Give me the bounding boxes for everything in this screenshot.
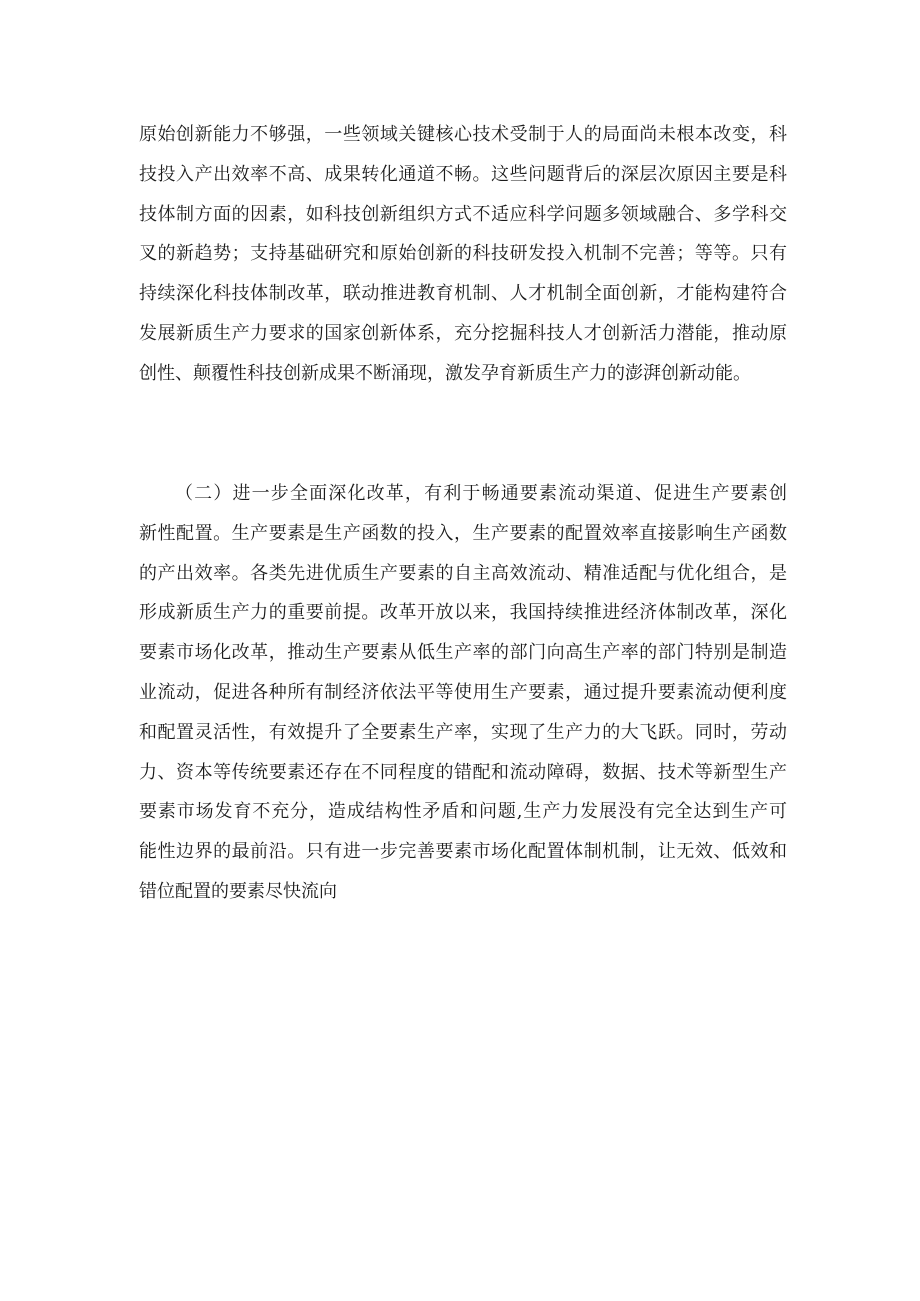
paragraph-1-line: 叉的新趋势；支持基础研究和原始创新的科技研发投入机制不完善；等等。只有: [139, 243, 787, 265]
paragraph-2-line: 的产出效率。各类先进优质生产要素的自主高效流动、精准适配与优化组合，是: [139, 562, 787, 584]
paragraph-2-line: 力、资本等传统要素还存在不同程度的错配和流动障碍，数据、技术等新型生产: [139, 761, 787, 783]
paragraph-2-line: 新性配置。生产要素是生产函数的投入，生产要素的配置效率直接影响生产函数: [139, 522, 787, 544]
paragraph-2-line: 错位配置的要素尽快流向: [139, 880, 337, 902]
paragraph-1-line: 技投入产出效率不高、成果转化通道不畅。这些问题背后的深层次原因主要是科: [139, 163, 787, 185]
paragraph-2-line: 要素市场发育不充分，造成结构性矛盾和问题,生产力发展没有完全达到生产可: [139, 801, 787, 823]
paragraph-2-line: 要素市场化改革，推动生产要素从低生产率的部门向高生产率的部门特别是制造: [139, 642, 787, 664]
paragraph-1: [139, 115, 787, 394]
paragraph-2-line: 和配置灵活性，有效提升了全要素生产率，实现了生产力的大飞跃。同时，劳动: [139, 721, 787, 743]
paragraph-2-line: （二）进一步全面深化改革，有利于畅通要素流动渠道、促进生产要素创: [175, 483, 787, 504]
paragraph-1-line: 技体制方面的因素，如科技创新组织方式不适应科学问题多领域融合、多学科交: [139, 203, 787, 225]
paragraph-2-line: 业流动，促进各种所有制经济依法平等使用生产要素，通过提升要素流动便利度: [139, 681, 787, 703]
paragraph-1-line: 原始创新能力不够强，一些领域关键核心技术受制于人的局面尚未根本改变，科: [139, 124, 787, 145]
paragraph-2-line: 形成新质生产力的重要前提。改革开放以来，我国持续推进经济体制改革，深化: [139, 602, 787, 624]
paragraph-1-line: 创性、颠覆性科技创新成果不断涌现，激发孕育新质生产力的澎湃创新动能。: [139, 362, 751, 384]
paragraph-1-line: 持续深化科技体制改革，联动推进教育机制、人才机制全面创新，才能构建符合: [139, 283, 787, 305]
paragraph-2: [139, 474, 787, 912]
paragraph-2-line: 能性边界的最前沿。只有进一步完善要素市场化配置体制机制，让无效、低效和: [139, 841, 787, 863]
paragraph-1-line: 发展新质生产力要求的国家创新体系，充分挖掘科技人才创新活力潜能，推动原: [139, 322, 787, 344]
